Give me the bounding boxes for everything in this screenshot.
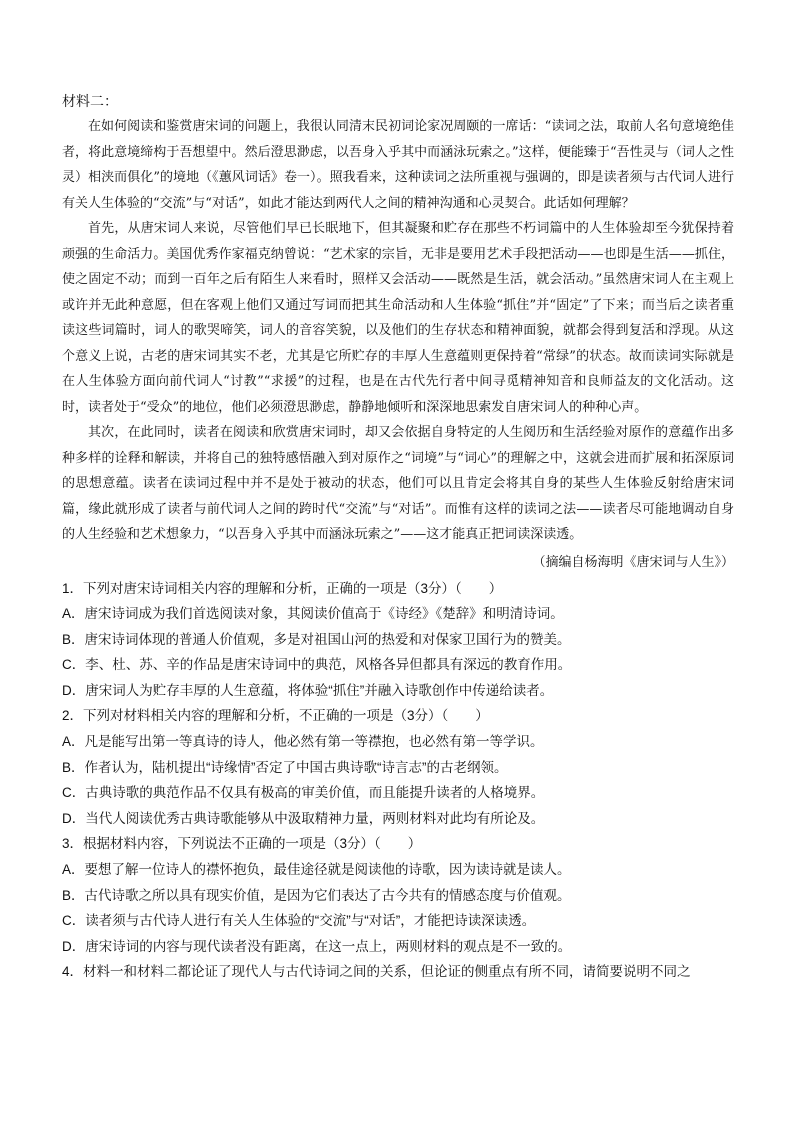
option-b: B．古代诗歌之所以具有现实价值，是因为它们表达了古今共有的情感态度与价值观。 <box>62 887 571 903</box>
question-2 <box>62 703 734 831</box>
question-stem: 3．根据材料内容，下列说法不正确的一项是（3分）（ ） <box>62 836 422 852</box>
option-b: B．唐宋诗词体现的普通人价值观，多是对祖国山河的热爱和对保家卫国行为的赞美。 <box>62 631 571 647</box>
option-c: C．读者须与古代诗人进行有关人生体验的“交流”与“对话”，才能把诗读深读透。 <box>62 913 536 929</box>
option-a: A．要想了解一位诗人的襟怀抱负，最佳途径就是阅读他的诗歌，因为读诗就是读人。 <box>62 862 571 878</box>
question-stem: 4．材料一和材料二都论证了现代人与古代诗词之间的关系，但论证的侧重点有所不同，请简要说明不同之 <box>62 964 691 980</box>
material-paragraph-1: 在如何阅读和鉴赏唐宋词的问题上，我很认同清末民初词论家况周颐的一席话：“读词之法，取前人名句意境绝佳者，将此意境缔构于吾想望中。然后澄思渺虑，以吾身入乎其中而涵泳玩索之。”这样，便能臻于“吾性灵与（词人之性灵）相浃而俱化”的境地（《蕙风词话》卷一）。照我看来，这种读词之法所重视与强调的，即是读者须与古代词人进行有关人生体验的“交流”与“对话”，如此才能达到两代人之间的精神沟通和心灵契合。此话如何理解？ <box>62 119 734 211</box>
option-a: A．唐宋诗词成为我们首选阅读对象，其阅读价值高于《诗经》《楚辞》和明清诗词。 <box>62 606 564 622</box>
option-c: C．古典诗歌的典范作品不仅具有极高的审美价值，而且能提升读者的人格境界。 <box>62 785 545 801</box>
option-d: D．唐宋词人为贮存丰厚的人生意蕴，将体验“抓住”并融入诗歌创作中传递给读者。 <box>62 682 554 698</box>
option-a: A．凡是能写出第一等真诗的诗人，他必然有第一等襟抱，也必然有第一等学识。 <box>62 734 544 750</box>
option-c: C．李、杜、苏、辛的作品是唐宋诗词中的典范，风格各异但都具有深远的教育作用。 <box>62 657 572 673</box>
material-source: （摘编自杨海明《唐宋词与人生》） <box>532 554 734 570</box>
material-title: 材料二： <box>62 94 118 110</box>
question-3 <box>62 831 734 959</box>
exam-page <box>62 88 734 985</box>
question-1 <box>62 576 734 704</box>
question-stem: 2．下列对材料相关内容的理解和分析，不正确的一项是（3分）（ ） <box>62 708 489 724</box>
option-d: D．唐宋诗词的内容与现代读者没有距离，在这一点上，两则材料的观点是不一致的。 <box>62 938 572 954</box>
question-stem: 1．下列对唐宋诗词相关内容的理解和分析，正确的一项是（3分）（ ） <box>62 580 503 596</box>
question-4 <box>62 959 734 985</box>
material-paragraph-3: 其次，在此同时，读者在阅读和欣赏唐宋词时，却又会依据自身特定的人生阅历和生活经验对原作的意蕴作出多种多样的诠释和解读，并将自己的独特感悟融入到对原作之“词境”与“词心”的理解之中，这就会进而扩展和拓深原词的思想意蕴。读者在读词过程中并不是处于被动的状态，他们可以且肯定会将其自身的某些人生体验反射给唐宋词篇，缘此就形成了读者与前代词人之间的跨时代“交流”与“对话”。而惟有这样的读词之法——读者尽可能地调动自身的人生经验和艺术想象力，“以吾身入乎其中而涵泳玩索之”——这才能真正把词读深读透。 <box>62 425 734 542</box>
material-paragraph-2: 首先，从唐宋词人来说，尽管他们早已长眠地下，但其凝聚和贮存在那些不朽词篇中的人生体验却至今犹保持着顽强的生命活力。美国优秀作家福克纳曾说：“艺术家的宗旨，无非是要用艺术手段把活动——也即是生活——抓住，使之固定不动；而到一百年之后有陌生人来看时，照样又会活动——既然是生活，就会活动。”虽然唐宋词人在主观上或许并无此种意愿，但在客观上他们又通过写词而把其生命活动和人生体验“抓住”并“固定”了下来；而当后之读者重读这些词篇时，词人的歌哭啼笑，词人的音容笑貌，以及他们的生存状态和精神面貌，就都会得到复活和浮现。从这个意义上说，古老的唐宋词其实不老，尤其是它所贮存的丰厚人生意蕴则更保持着“常绿”的状态。故而读词实际就是在人生体验方面向前代词人“讨教”“求援”的过程，也是在古代先行者中间寻觅精神知音和良师益友的文化活动。这时，读者处于“受众”的地位，他们必须澄思渺虑，静静地倾听和深深地思索发自唐宋词人的种种心声。 <box>62 221 734 415</box>
option-d: D．当代人阅读优秀古典诗歌能够从中汲取精神力量，两则材料对此均有所论及。 <box>62 810 545 826</box>
option-b: B．作者认为，陆机提出“诗缘情”否定了中国古典诗歌“诗言志”的古老纲领。 <box>62 759 508 775</box>
